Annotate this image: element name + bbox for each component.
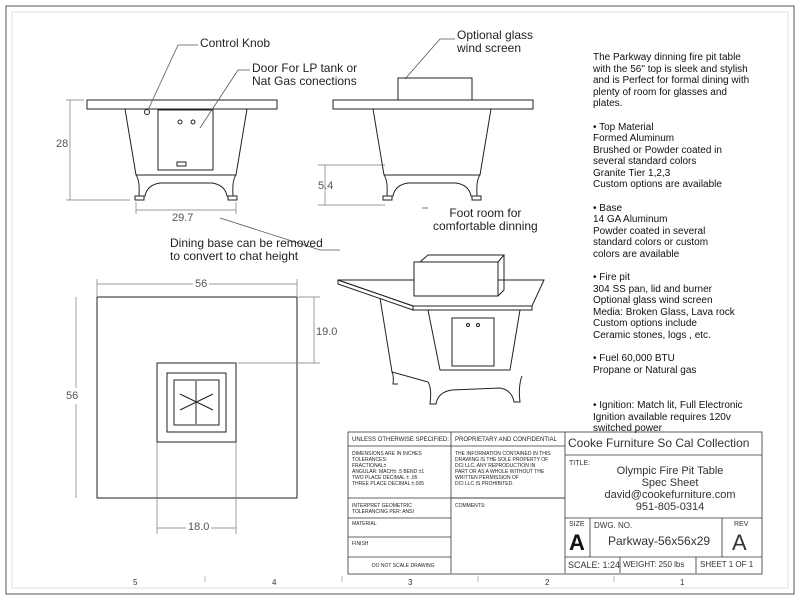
spec-line: Custom options include [593,318,697,329]
dim-height: 28 [56,138,69,150]
spec-line: standard colors or custom [593,237,709,248]
tb-line: TWO PLACE DECIMAL ± .05 [352,475,418,481]
door-callout-line: Nat Gas conections [252,74,357,88]
front-view [87,100,277,200]
base-removal-line: to convert to chat height [170,249,299,263]
dim-offset-y: 19.0 [316,326,338,338]
spec-line: Ignition available requires 120v [593,411,731,423]
tb-title-line: Olympic Fire Pit Table [616,465,724,477]
tb-dwg-no: Parkway-56x56x29 [608,534,711,548]
spec-line: several standard colors [593,156,697,167]
dimension-lines [66,100,385,214]
tb-comments: COMMENTS: [455,503,486,509]
spec-line: 304 SS pan, lid and burner [593,283,712,295]
spec-line: with the 56" top is sleek and stylish [593,63,748,75]
tb-line: DRAWING IS THE SOLE PROPERTY OF [455,457,549,463]
spec-line: Custom options are available [593,179,722,190]
tb-line: ANGULAR: MACH± .5 BEND ±1 [352,469,425,475]
tb-sheet: SHEET 1 OF 1 [700,560,754,569]
tb-line: INTERPRET GEOMETRIC [352,503,412,509]
dim-top-width: 56 [195,278,208,290]
tb-finish: FINISH [352,541,369,547]
tb-size-label: SIZE [569,521,585,528]
spec-line: The Parkway dinning fire pit table [593,52,741,63]
tb-line: FRACTIONAL± [352,463,387,469]
spec-base [593,203,783,261]
isometric-view [338,255,544,404]
spec-line: • Top Material [593,121,654,133]
door-callout [252,62,357,88]
tb-weight: WEIGHT: 250 lbs [623,560,685,569]
zone-label: 5 [133,578,138,587]
tb-do-not-scale: DO NOT SCALE DRAWING [372,563,435,569]
base-removal-callout [170,237,323,263]
spec-line: and is Perfect for formal dining with [593,75,750,86]
tb-material: MATERIAL [352,521,377,527]
foot-room-callout [433,207,538,233]
tb-title-line: Spec Sheet [641,477,699,489]
tb-line: TOLERANCES: [352,457,388,463]
spec-intro [593,52,783,110]
zone-label: 3 [408,578,413,587]
foot-room-line: comfortable dinning [433,219,538,233]
spec-line: Granite Tier 1,2,3 [593,167,671,179]
glass-callout-line: wind screen [457,41,522,55]
tb-dwg-label: DWG. NO. [594,521,633,530]
foot-room-line: Foot room for [449,206,522,220]
spec-top-material [593,122,783,191]
spec-line: Formed Aluminum [593,133,675,144]
tb-line: PART OR AS A WHOLE WITHOUT THE [455,469,545,475]
tb-scale: SCALE: 1:24 [568,560,621,570]
spec-line: Optional glass wind screen [593,295,713,306]
base-removal-line: Dining base can be removed [170,236,323,250]
top-view-dims [76,279,320,534]
tb-company: Cooke Furniture So Cal Collection [568,436,750,450]
spec-line: Brushed or Powder coated in [593,144,722,156]
spec-line: Ceramic stones, logs , etc. [593,329,711,341]
spec-line: plates. [593,98,623,109]
dim-top-depth: 56 [66,390,79,402]
zone-label: 1 [680,578,685,587]
spec-line: colors are available [593,248,680,260]
tb-line: DIMENSIONS ARE IN INCHES [352,451,422,457]
tb-proprietary-text [455,451,551,487]
dim-offset-x: 18.0 [188,521,210,533]
side-view [333,78,533,200]
spec-fuel [593,353,783,376]
spec-line: plenty of room for glasses and [593,86,727,98]
spec-line: switched power [593,423,662,434]
tb-line: DCI LLC IS PROHIBITED. [455,481,514,487]
spec-line: • Base [593,202,623,214]
zone-label: 2 [545,578,550,587]
spec-fire-pit [593,272,783,341]
dim-foot-height: 5.4 [318,180,334,192]
tb-interpret [352,503,414,515]
zone-label: 4 [272,578,277,587]
tb-title-line: david@cookefurniture.com [604,489,736,501]
tb-line: TOLERANCING PER: ANSI [352,509,414,515]
tb-tolerances [352,451,424,487]
spec-line: 14 GA Aluminum [593,214,668,225]
tb-line: WRITTEN PERMISSION OF [455,475,519,481]
door-callout-line: Door For LP tank or [252,61,358,75]
dim-base-width: 29.7 [172,212,194,224]
spec-line: Powder coated in several [593,225,706,237]
spec-line: Media: Broken Glass, Lava rock [593,306,735,318]
top-view [97,297,297,498]
spec-line: • Fire pit [593,272,630,283]
tb-proprietary: PROPRIETARY AND CONFIDENTIAL [455,437,558,443]
tb-line: THREE PLACE DECIMAL ±.005 [352,481,425,487]
spec-line: Propane or Natural gas [593,364,697,376]
tb-unless: UNLESS OTHERWISE SPECIFIED: [352,437,449,443]
spec-line: • Ignition: Match lit, Full Electronic [593,400,743,411]
tb-title-label: TITLE: [569,460,591,467]
spec-ignition [593,400,783,435]
tb-title [575,465,765,513]
glass-callout [457,29,533,55]
tb-size: A [569,530,585,555]
control-knob-callout: Control Knob [200,36,271,50]
spec-panel [593,52,783,435]
tb-title-line: 951-805-0314 [635,501,705,513]
tb-line: DCI LLC. ANY REPRODUCTION IN [455,463,536,469]
tb-rev: A [732,530,747,555]
tb-rev-label: REV [734,521,749,528]
glass-callout-line: Optional glass [457,28,534,42]
tb-line: THE INFORMATION CONTAINED IN THIS [455,451,551,457]
spec-line: • Fuel 60,000 BTU [593,353,675,364]
